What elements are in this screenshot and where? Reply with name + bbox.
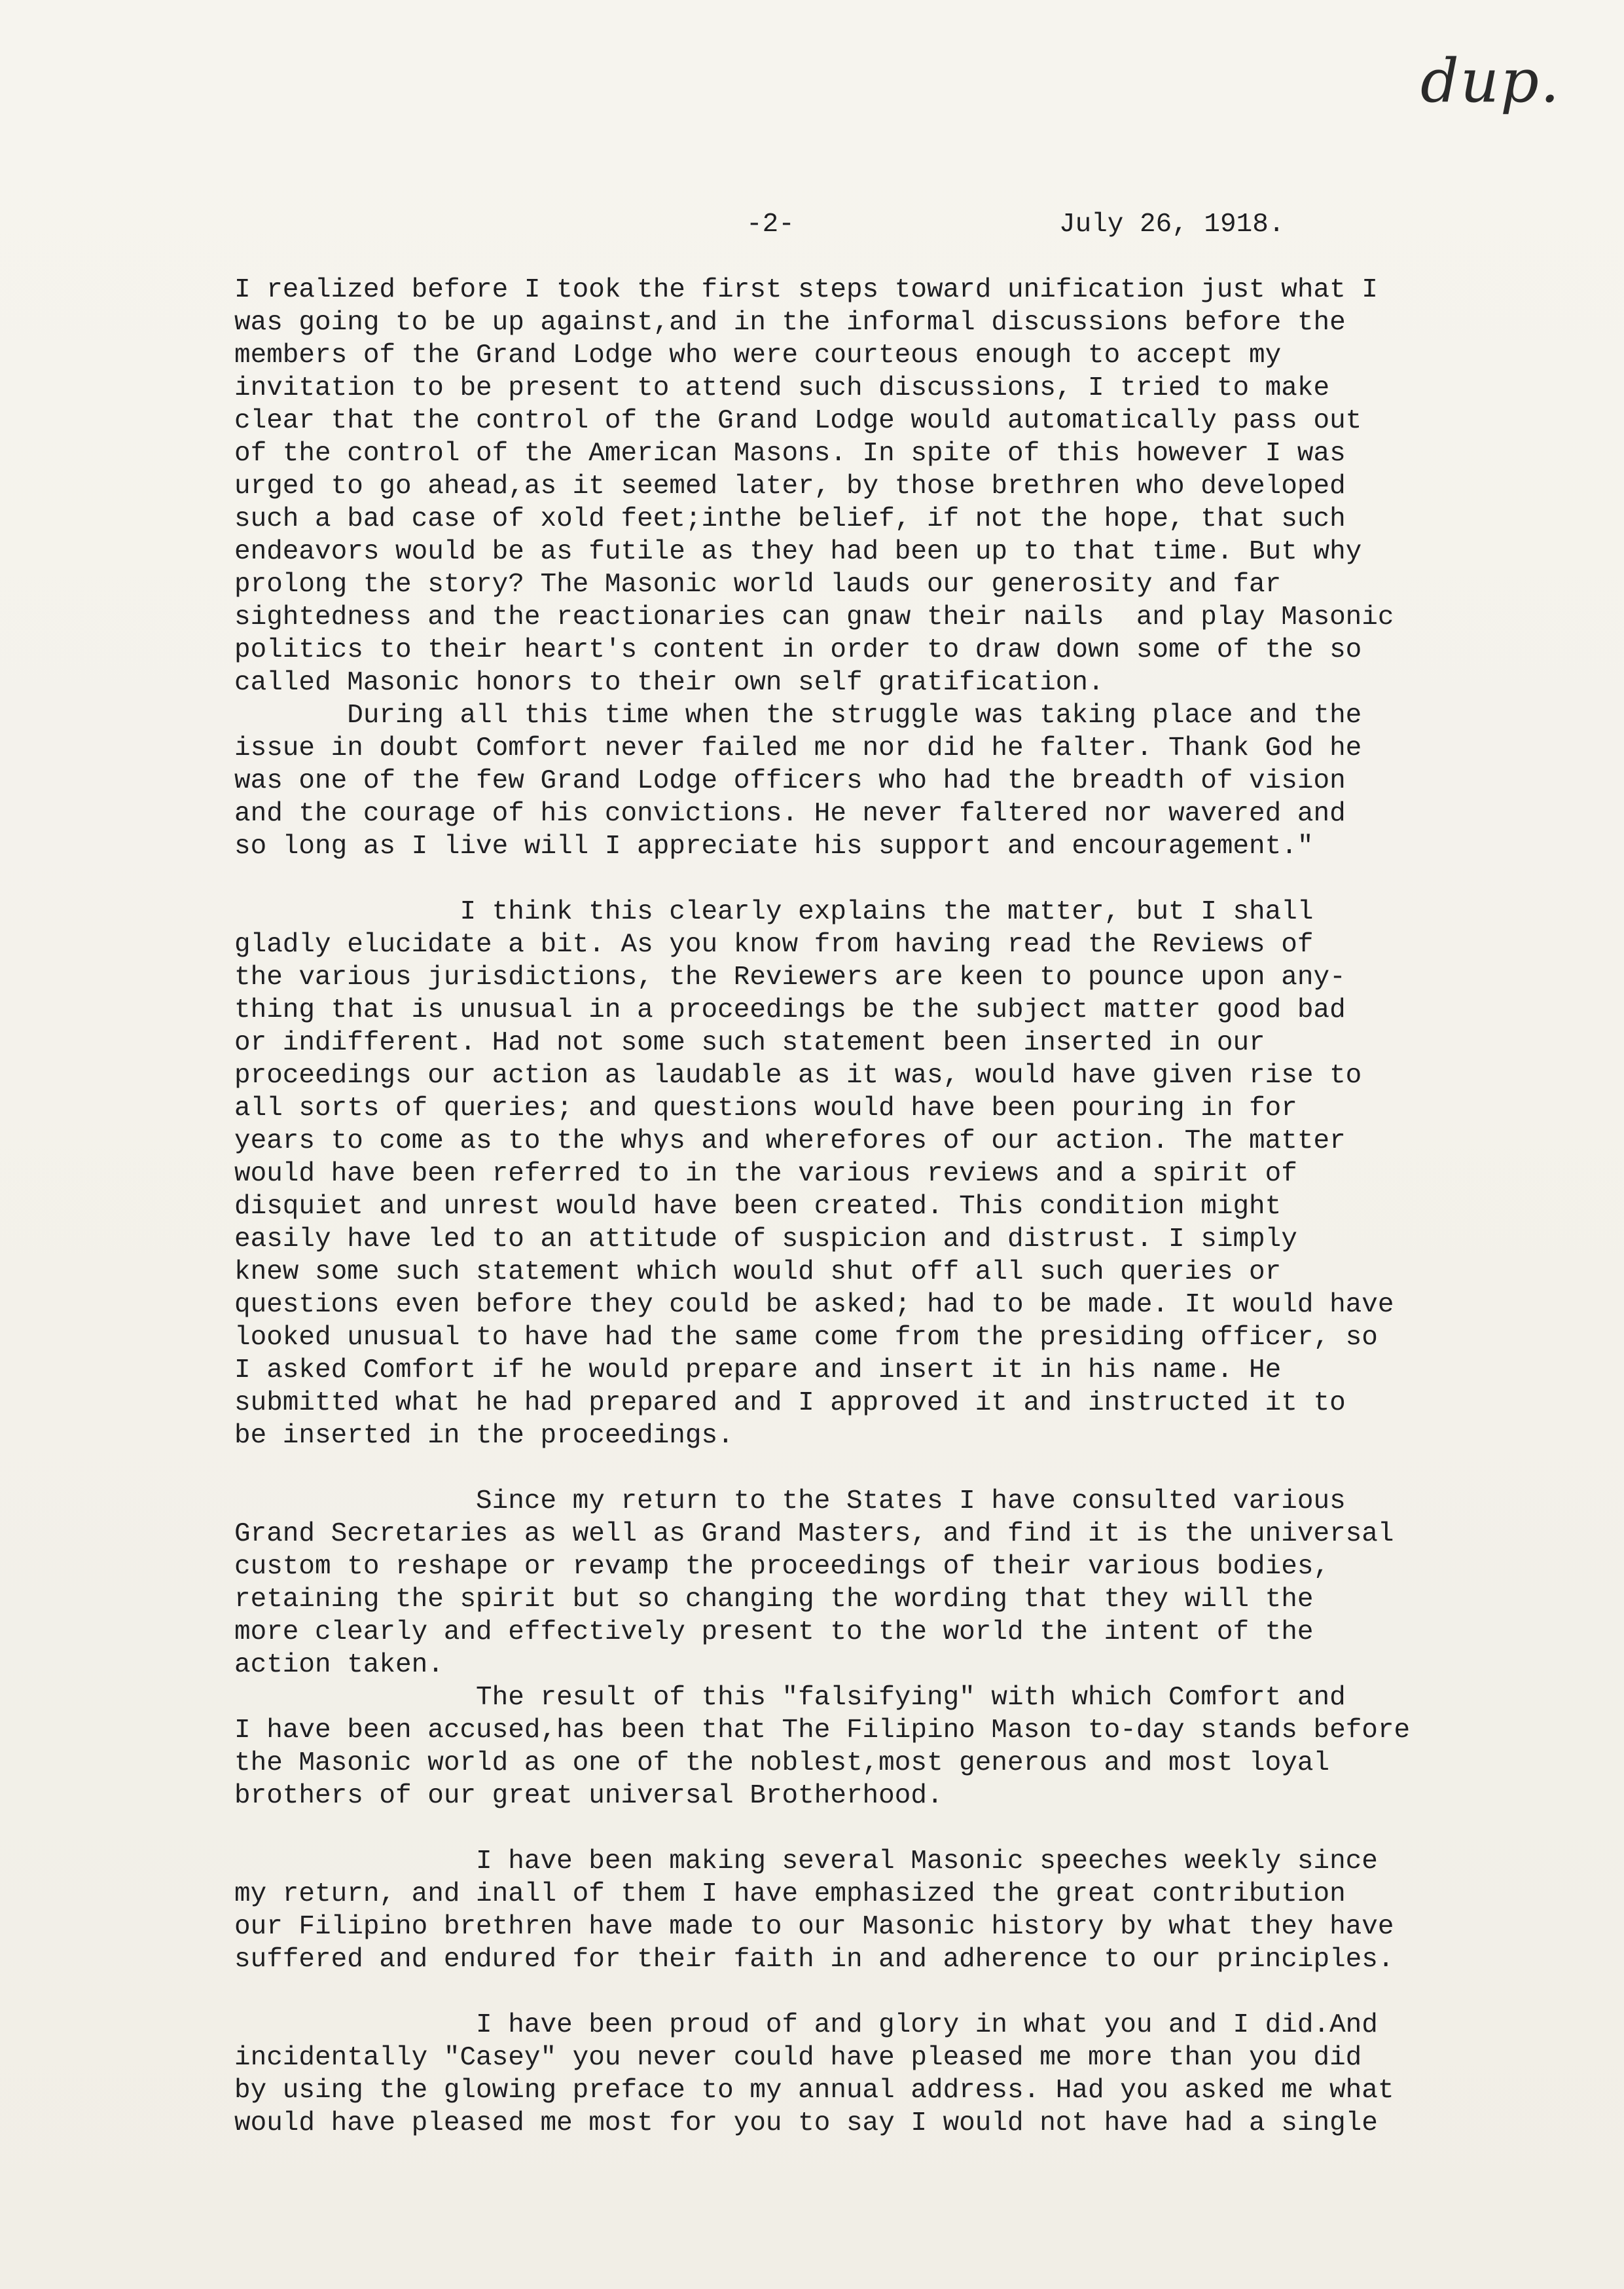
page-number: -2- xyxy=(746,210,795,240)
text-line: by using the glowing preface to my annual address. Had you asked me what xyxy=(234,2076,1394,2106)
text-line: urged to go ahead,as it seemed later, by those brethren who developed xyxy=(234,471,1346,502)
text-line: our Filipino brethren have made to our Masonic history by what they have xyxy=(234,1912,1394,1942)
text-line: all sorts of queries; and questions would have been pouring in for xyxy=(234,1093,1297,1124)
text-line: clear that the control of the Grand Lodge would automatically pass out xyxy=(234,406,1362,436)
text-line: endeavors would be as futile as they had been up to that time. But why xyxy=(234,537,1362,567)
text-line: called Masonic honors to their own self gratification. xyxy=(234,668,1104,698)
handwritten-annotation: dup. xyxy=(1420,46,1561,116)
text-line: knew some such statement which would shut off all such queries or xyxy=(234,1257,1282,1287)
text-line: I think this clearly explains the matter, but I shall xyxy=(234,897,1314,927)
text-line: questions even before they could be asked; had to be made. It would have xyxy=(234,1290,1394,1320)
text-line: Since my return to the States I have consulted various xyxy=(234,1486,1346,1516)
text-line: action taken. xyxy=(234,1650,444,1680)
text-line: of the control of the American Masons. In spite of this however I was xyxy=(234,439,1346,469)
text-line: During all this time when the struggle was taking place and the xyxy=(234,701,1362,731)
text-line: easily have led to an attitude of suspicion and distrust. I simply xyxy=(234,1224,1297,1254)
text-line: invitation to be present to attend such discussions, I tried to make xyxy=(234,373,1330,403)
text-line: retaining the spirit but so changing the wording that they will the xyxy=(234,1584,1314,1615)
text-line: members of the Grand Lodge who were courteous enough to accept my xyxy=(234,340,1282,371)
text-line: the various jurisdictions, the Reviewers are keen to pounce upon any- xyxy=(234,962,1346,993)
paragraph xyxy=(234,274,1543,699)
page-header xyxy=(0,210,1624,249)
text-line: was one of the few Grand Lodge officers who had the breadth of vision xyxy=(234,766,1346,796)
text-line: I have been accused,has been that The Filipino Mason to-day stands before xyxy=(234,1715,1411,1746)
text-line: sightedness and the reactionaries can gnaw their nails and play Masonic xyxy=(234,602,1394,632)
text-line: my return, and inall of them I have emphasized the great contribution xyxy=(234,1879,1346,1909)
text-line: the Masonic world as one of the noblest,most generous and most loyal xyxy=(234,1748,1330,1778)
text-line: gladly elucidate a bit. As you know from having read the Reviews of xyxy=(234,930,1314,960)
text-line: prolong the story? The Masonic world lauds our generosity and far xyxy=(234,570,1282,600)
text-line: incidentally "Casey" you never could have pleased me more than you did xyxy=(234,2043,1362,2073)
paragraph xyxy=(234,1485,1543,1681)
text-line: custom to reshape or revamp the proceedings of their various bodies, xyxy=(234,1552,1330,1582)
text-line: issue in doubt Comfort never failed me nor did he falter. Thank God he xyxy=(234,733,1362,763)
text-line: The result of this "falsifying" with which Comfort and xyxy=(234,1683,1346,1713)
paragraph-gap xyxy=(234,1976,1543,2009)
letter-body xyxy=(234,274,1543,2140)
paragraph-gap xyxy=(234,1812,1543,1845)
text-line: looked unusual to have had the same come from the presiding officer, so xyxy=(234,1323,1378,1353)
text-line: I realized before I took the first steps toward unification just what I xyxy=(234,275,1378,305)
text-line: such a bad case of xold feet;inthe belief, if not the hope, that such xyxy=(234,504,1346,534)
text-line: I have been proud of and glory in what you and I did.And xyxy=(234,2010,1378,2040)
text-line: so long as I live will I appreciate his support and encouragement." xyxy=(234,832,1314,862)
text-line: or indifferent. Had not some such statement been inserted in our xyxy=(234,1028,1265,1058)
text-line: more clearly and effectively present to the world the intent of the xyxy=(234,1617,1314,1647)
paragraph xyxy=(234,896,1543,1452)
text-line: suffered and endured for their faith in and adherence to our principles. xyxy=(234,1945,1394,1975)
paragraph xyxy=(234,1681,1543,1812)
text-line: was going to be up against,and in the informal discussions before the xyxy=(234,308,1346,338)
text-line: thing that is unusual in a proceedings be the subject matter good bad xyxy=(234,995,1346,1025)
text-line: brothers of our great universal Brotherhood. xyxy=(234,1781,943,1811)
text-line: years to come as to the whys and wherefores of our action. The matter xyxy=(234,1126,1346,1156)
paragraph xyxy=(234,2009,1543,2140)
text-line: would have been referred to in the various reviews and a spirit of xyxy=(234,1159,1297,1189)
paragraph xyxy=(234,1845,1543,1976)
text-line: and the courage of his convictions. He never faltered nor wavered and xyxy=(234,799,1346,829)
text-line: would have pleased me most for you to say I would not have had a single xyxy=(234,2108,1378,2138)
paragraph-gap xyxy=(234,1452,1543,1485)
letter-date: July 26, 1918. xyxy=(1059,210,1285,240)
paragraph-gap xyxy=(234,863,1543,896)
text-line: be inserted in the proceedings. xyxy=(234,1421,734,1451)
text-line: proceedings our action as laudable as it was, would have given rise to xyxy=(234,1061,1362,1091)
text-line: politics to their heart's content in order to draw down some of the so xyxy=(234,635,1362,665)
text-line: I asked Comfort if he would prepare and insert it in his name. He xyxy=(234,1355,1282,1385)
text-line: I have been making several Masonic speeches weekly since xyxy=(234,1846,1378,1877)
paragraph xyxy=(234,699,1543,863)
text-line: submitted what he had prepared and I approved it and instructed it to xyxy=(234,1388,1346,1418)
text-line: Grand Secretaries as well as Grand Masters, and find it is the universal xyxy=(234,1519,1394,1549)
text-line: disquiet and unrest would have been created. This condition might xyxy=(234,1192,1282,1222)
